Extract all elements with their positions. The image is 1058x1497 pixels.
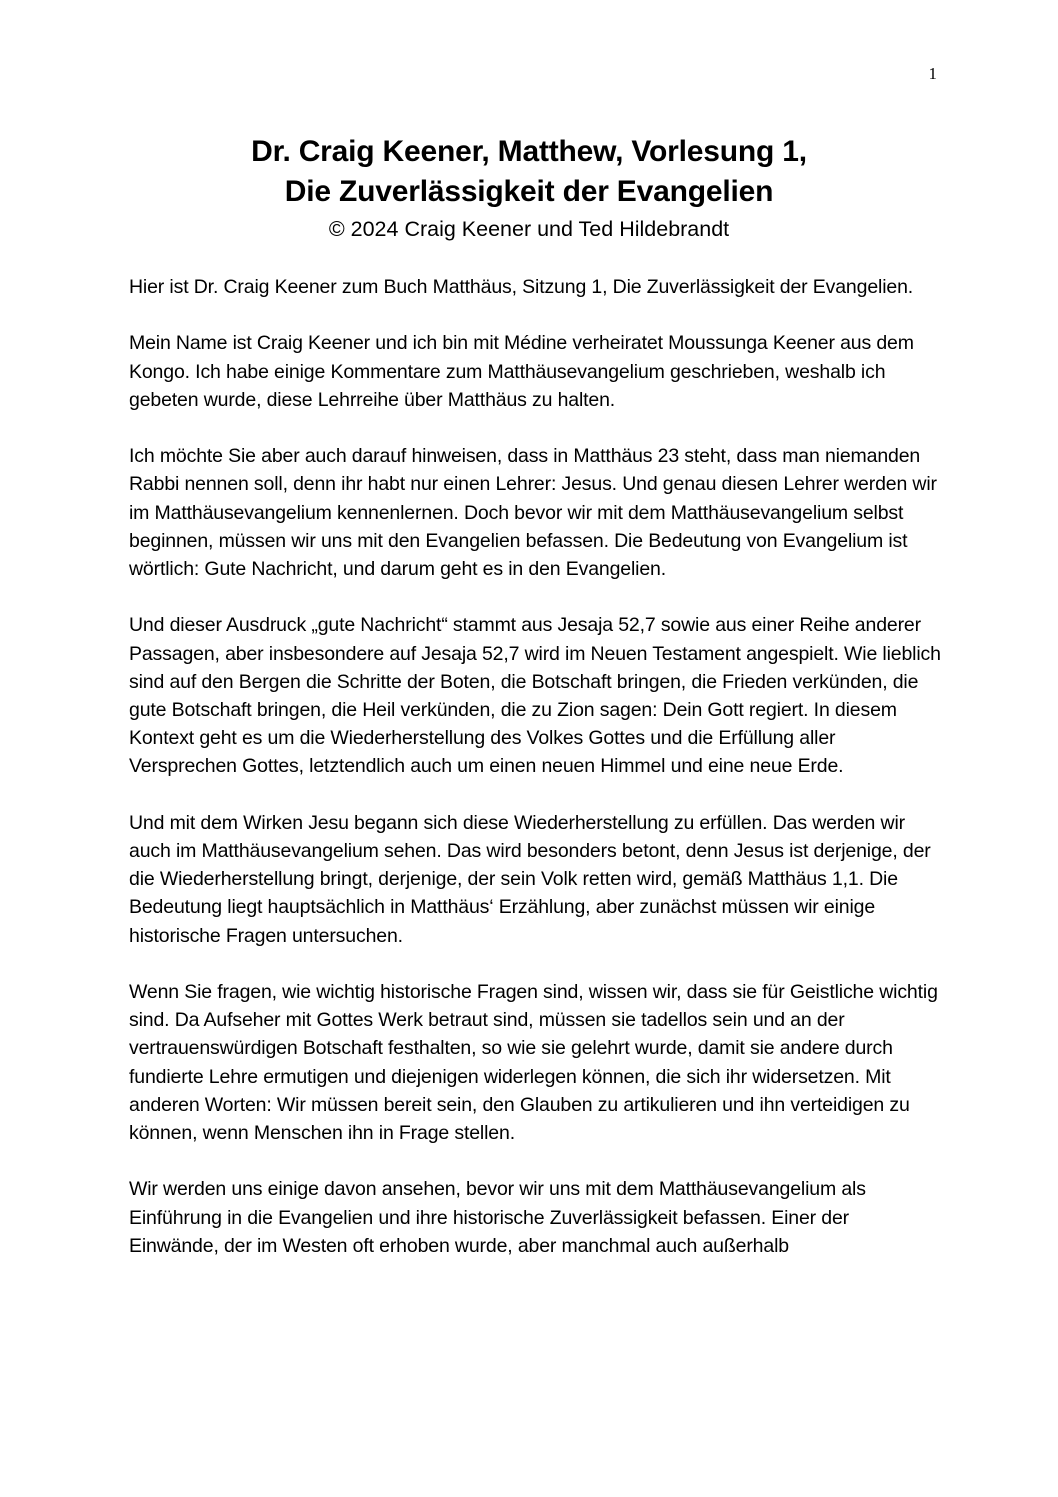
paragraph: Und mit dem Wirken Jesu begann sich diese Wiederherstellung zu erfüllen. Das werden wir auch im Matthäusevangelium sehen. Das wird besonders betont, denn Jesus ist derjenige, der die Wiederherstellung bringt, derjenige, der sein Volk retten wird, gemäß Matthäus 1,1. Die Bedeutung liegt hauptsächlich in Matthäus‘ Erzählung, aber zunächst müssen wir einige historische Fragen untersuchen.: [129, 811, 931, 947]
document-title-line-2: Die Zuverlässigkeit der Evangelien: [284, 175, 774, 208]
paragraph: Mein Name ist Craig Keener und ich bin mit Médine verheiratet Moussunga Keener aus dem Kongo. Ich habe einige Kommentare zum Matthäusevangelium geschrieben, weshalb ich gebeten wurde, diese Lehrreihe über Matthäus zu halten.: [129, 332, 914, 411]
document-body: [129, 273, 941, 1288]
paragraph: Und dieser Ausdruck „gute Nachricht“ stammt aus Jesaja 52,7 sowie aus einer Reihe anderer Passagen, aber insbesondere auf Jesaja 52,7 wird im Neuen Testament angespielt. Wie lieblich sind auf den Bergen die Schritte der Boten, die Botschaft bringen, die Frieden verkünden, die gute Botschaft bringen, die Heil verkünden, die zu Zion sagen: Dein Gott regiert. In diesem Kontext geht es um die Wiederherstellung des Volkes Gottes und die Erfüllung aller Versprechen Gottes, letztendlich auch um einen neuen Himmel und eine neue Erde.: [129, 614, 941, 778]
copyright-notice: © 2024 Craig Keener und Ted Hildebrandt: [328, 217, 730, 241]
paragraph: Wir werden uns einige davon ansehen, bevor wir uns mit dem Matthäusevangelium als Einführung in die Evangelien und ihre historische Zuverlässigkeit befassen. Einer der Einwände, der im Westen oft erhoben wurde, aber manchmal auch außerhalb: [129, 1178, 866, 1257]
page-number: 1: [928, 64, 937, 83]
paragraph: Hier ist Dr. Craig Keener zum Buch Matthäus, Sitzung 1, Die Zuverlässigkeit der Evangelien.: [129, 276, 914, 298]
document-header: [100, 132, 958, 244]
paragraph: Wenn Sie fragen, wie wichtig historische Fragen sind, wissen wir, dass sie für Geistliche wichtig sind. Da Aufseher mit Gottes Werk betraut sind, müssen sie tadellos sein und an der vertrauenswürdigen Botschaft festhalten, so wie sie gelehrt wurde, damit sie andere durch fundierte Lehre ermutigen und diejenigen widerlegen können, die sich ihr widersetzen. Mit anderen Worten: Wir müssen bereit sein, den Glauben zu artikulieren und ihn verteidigen zu können, wenn Menschen ihn in Frage stellen.: [129, 981, 938, 1145]
paragraph: Ich möchte Sie aber auch darauf hinweisen, dass in Matthäus 23 steht, dass man niemanden Rabbi nennen soll, denn ihr habt nur einen Lehrer: Jesus. Und genau diesen Lehrer werden wir im Matthäusevangelium kennenlernen. Doch bevor wir mit dem Matthäusevangelium selbst beginnen, müssen wir uns mit den Evangelien befassen. Die Bedeutung von Evangelium ist wörtlich: Gute Nachricht, und darum geht es in den Evangelien.: [129, 445, 937, 580]
document-title-line-1: Dr. Craig Keener, Matthew, Vorlesung 1,: [251, 135, 807, 168]
